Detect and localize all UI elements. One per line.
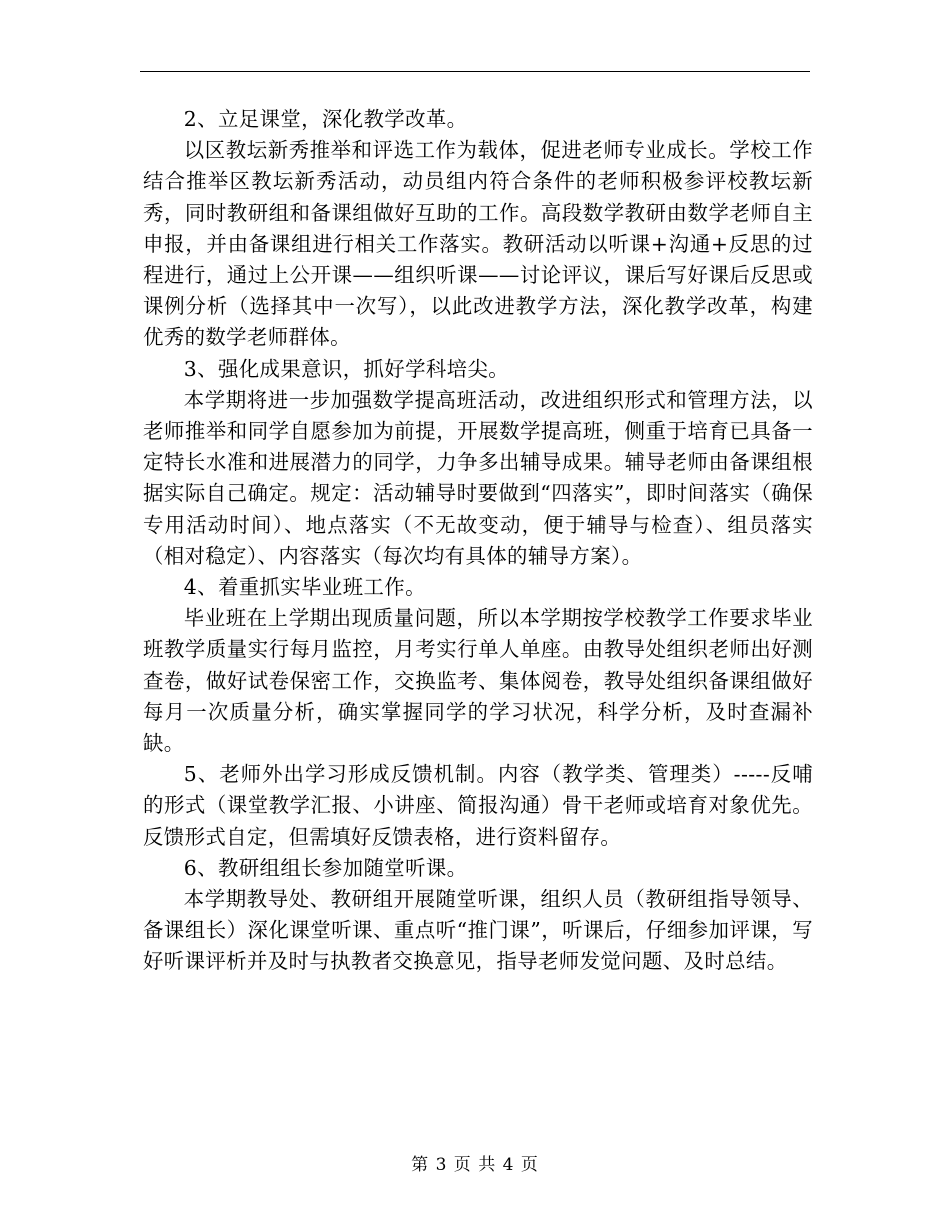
paragraph-section-4-body: 毕业班在上学期出现质量问题，所以本学期按学校教学工作要求毕业班教学质量实行每月监控，月考实行单人单座。由教导处组织老师出好测查卷，做好试卷保密工作，交换监考、集体阅卷，教导处组织备课组做好每月一次质量分析，确实掌握同学的学习状况，科学分析，及时查漏补缺。 [143, 606, 813, 756]
header-rule [140, 71, 810, 72]
paragraph-section-3-body: 本学期将进一步加强数学提高班活动，改进组织形式和管理方法，以老师推举和同学自愿参加为前提，开展数学提高班，侧重于培育已具备一定特长水准和进展潜力的同学，力争多出辅导成果。辅导老师由备课组根据实际自己确定。规定：活动辅导时要做到“四落实”，即时间落实（确保专用活动时间）、地点落实（不无故变动，便于辅导与检查）、组员落实（相对稳定）、内容落实（每次均有具体的辅导方案）。 [143, 387, 813, 568]
paragraph-section-4-heading: 4、着重抓实毕业班工作。 [183, 575, 426, 600]
paragraph-section-3-heading: 3、强化成果意识，抓好学科培尖。 [183, 356, 510, 381]
paragraph-section-6-heading: 6、教研组组长参加随堂听课。 [183, 855, 468, 880]
document-body [143, 104, 813, 978]
paragraph-section-5: 5、老师外出学习形成反馈机制。内容（教学类、管理类）-----反哺的形式（课堂教学汇报、小讲座、简报沟通）骨干老师或培育对象优先。反馈形式自定，但需填好反馈表格，进行资料留存。 [143, 762, 813, 849]
page-number-footer: 第 3 页 共 4 页 [411, 1155, 539, 1175]
paragraph-section-2-body: 以区教坛新秀推举和评选工作为载体，促进老师专业成长。学校工作结合推举区教坛新秀活动，动员组内符合条件的老师积极参评校教坛新秀，同时教研组和备课组做好互助的工作。高段数学教研由数学老师自主申报，并由备课组进行相关工作落实。教研活动以听课+沟通+反思的过程进行，通过上公开课——组织听课——讨论评议，课后写好课后反思或课例分析（选择其中一次写），以此改进教学方法，深化教学改革，构建优秀的数学老师群体。 [143, 138, 813, 350]
paragraph-section-2-heading: 2、立足课堂，深化教学改革。 [183, 107, 468, 131]
paragraph-section-6-body: 本学期教导处、教研组开展随堂听课，组织人员（教研组指导领导、备课组长）深化课堂听课、重点听“推门课”，听课后，仔细参加评课，写好听课评析并及时与执教者交换意见，指导老师发觉问题、及时总结。 [143, 887, 813, 974]
